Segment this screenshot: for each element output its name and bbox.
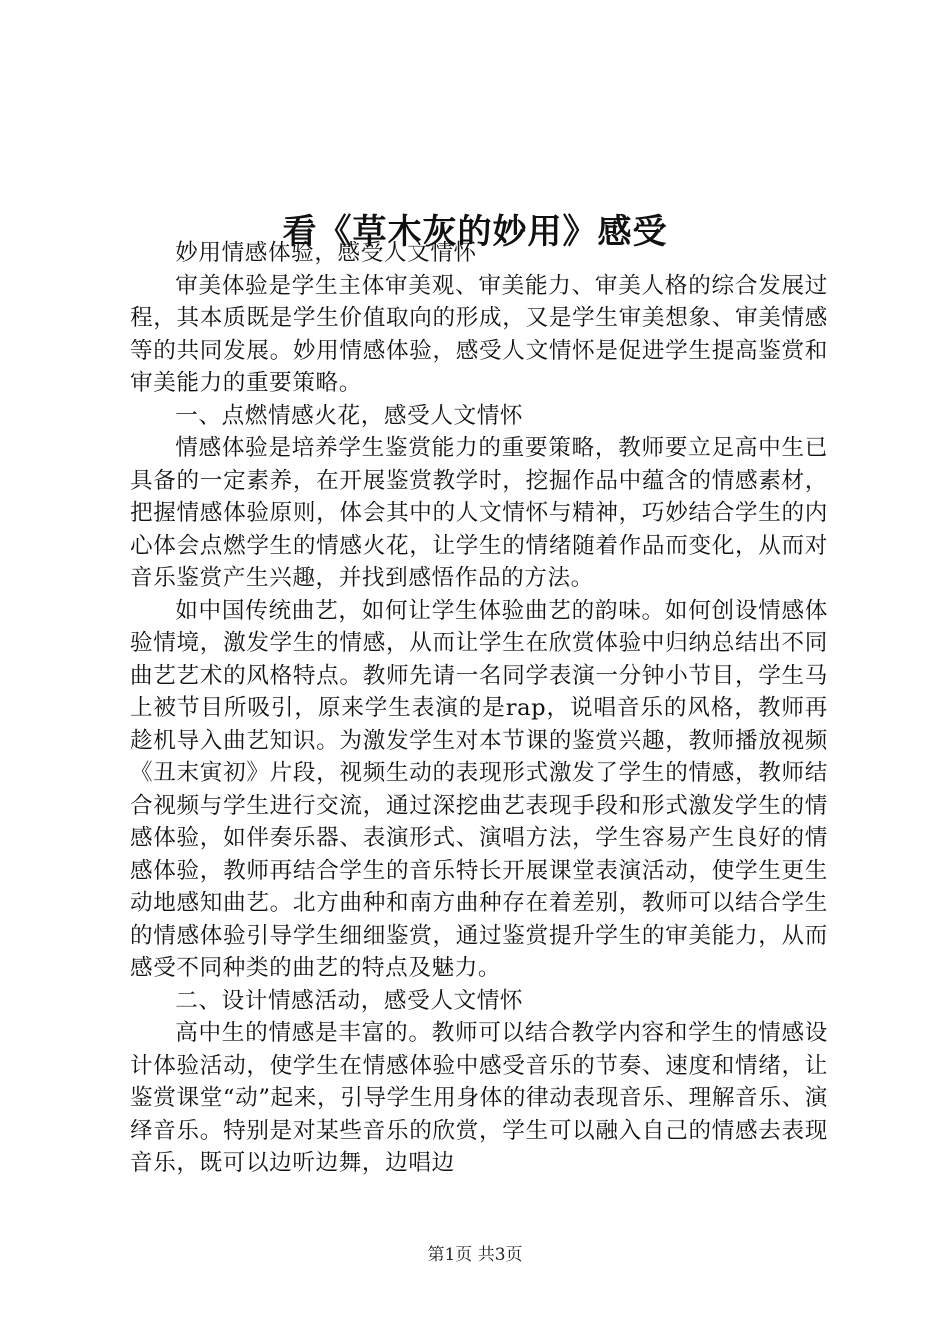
- page-title: 看《草木灰的妙用》感受: [282, 211, 668, 252]
- intro-paragraph: 审美体验是学生主体审美观、审美能力、审美人格的综合发展过程，其本质既是学生价值取向的形成，又是学生审美想象、审美情感等的共同发展。妙用情感体验，感受人文情怀是促进学生提高鉴赏和审美能力的重要策略。: [130, 272, 828, 396]
- subtitle: 妙用情感体验，感受人文情怀: [175, 240, 477, 266]
- section2-paragraph-1: 高中生的情感是丰富的。教师可以结合教学内容和学生的情感设计体验活动，使学生在情感体验中感受音乐的节奏、速度和情绪，让鉴赏课堂“动”起来，引导学生用身体的律动表现音乐、理解音乐、演绎音乐。特别是对某些音乐的欣赏，学生可以融入自己的情感去表现音乐，既可以边听边舞，边唱边: [130, 1020, 828, 1176]
- section-heading-1: 一、点燃情感火花，感受人文情怀: [175, 402, 524, 429]
- page-footer: 第1页 共3页: [427, 1245, 523, 1265]
- section1-paragraph-2: 如中国传统曲艺，如何让学生体验曲艺的韵味。如何创设情感体验情境，激发学生的情感，从而让学生在欣赏体验中归纳总结出不同曲艺艺术的风格特点。教师先请一名同学表演一分钟小节目，学生马上被节目所吸引，原来学生表演的是rap，说唱音乐的风格，教师再趁机导入曲艺知识。为激发学生对本节课的鉴赏兴趣，教师播放视频《丑末寅初》片段，视频生动的表现形式激发了学生的情感，教师结合视频与学生进行交流，通过深挖曲艺表现手段和形式激发学生的情感体验，如伴奏乐器、表演形式、演唱方法，学生容易产生良好的情感体验，教师再结合学生的音乐特长开展课堂表演活动，使学生更生动地感知曲艺。北方曲种和南方曲种存在着差别，教师可以结合学生的情感体验引导学生细细鉴赏，通过鉴赏提升学生的审美能力，从而感受不同种类的曲艺的特点及魅力。: [130, 597, 828, 981]
- section1-paragraph-1: 情感体验是培养学生鉴赏能力的重要策略，教师要立足高中生已具备的一定素养，在开展鉴赏教学时，挖掘作品中蕴含的情感素材，把握情感体验原则，体会其中的人文情怀与精神，巧妙结合学生的内心体会点燃学生的情感火花，让学生的情绪随着作品而变化，从而对音乐鉴赏产生兴趣，并找到感悟作品的方法。: [130, 435, 828, 591]
- document-body: [130, 237, 828, 1180]
- section-heading-2: 二、设计情感活动，感受人文情怀: [175, 987, 524, 1014]
